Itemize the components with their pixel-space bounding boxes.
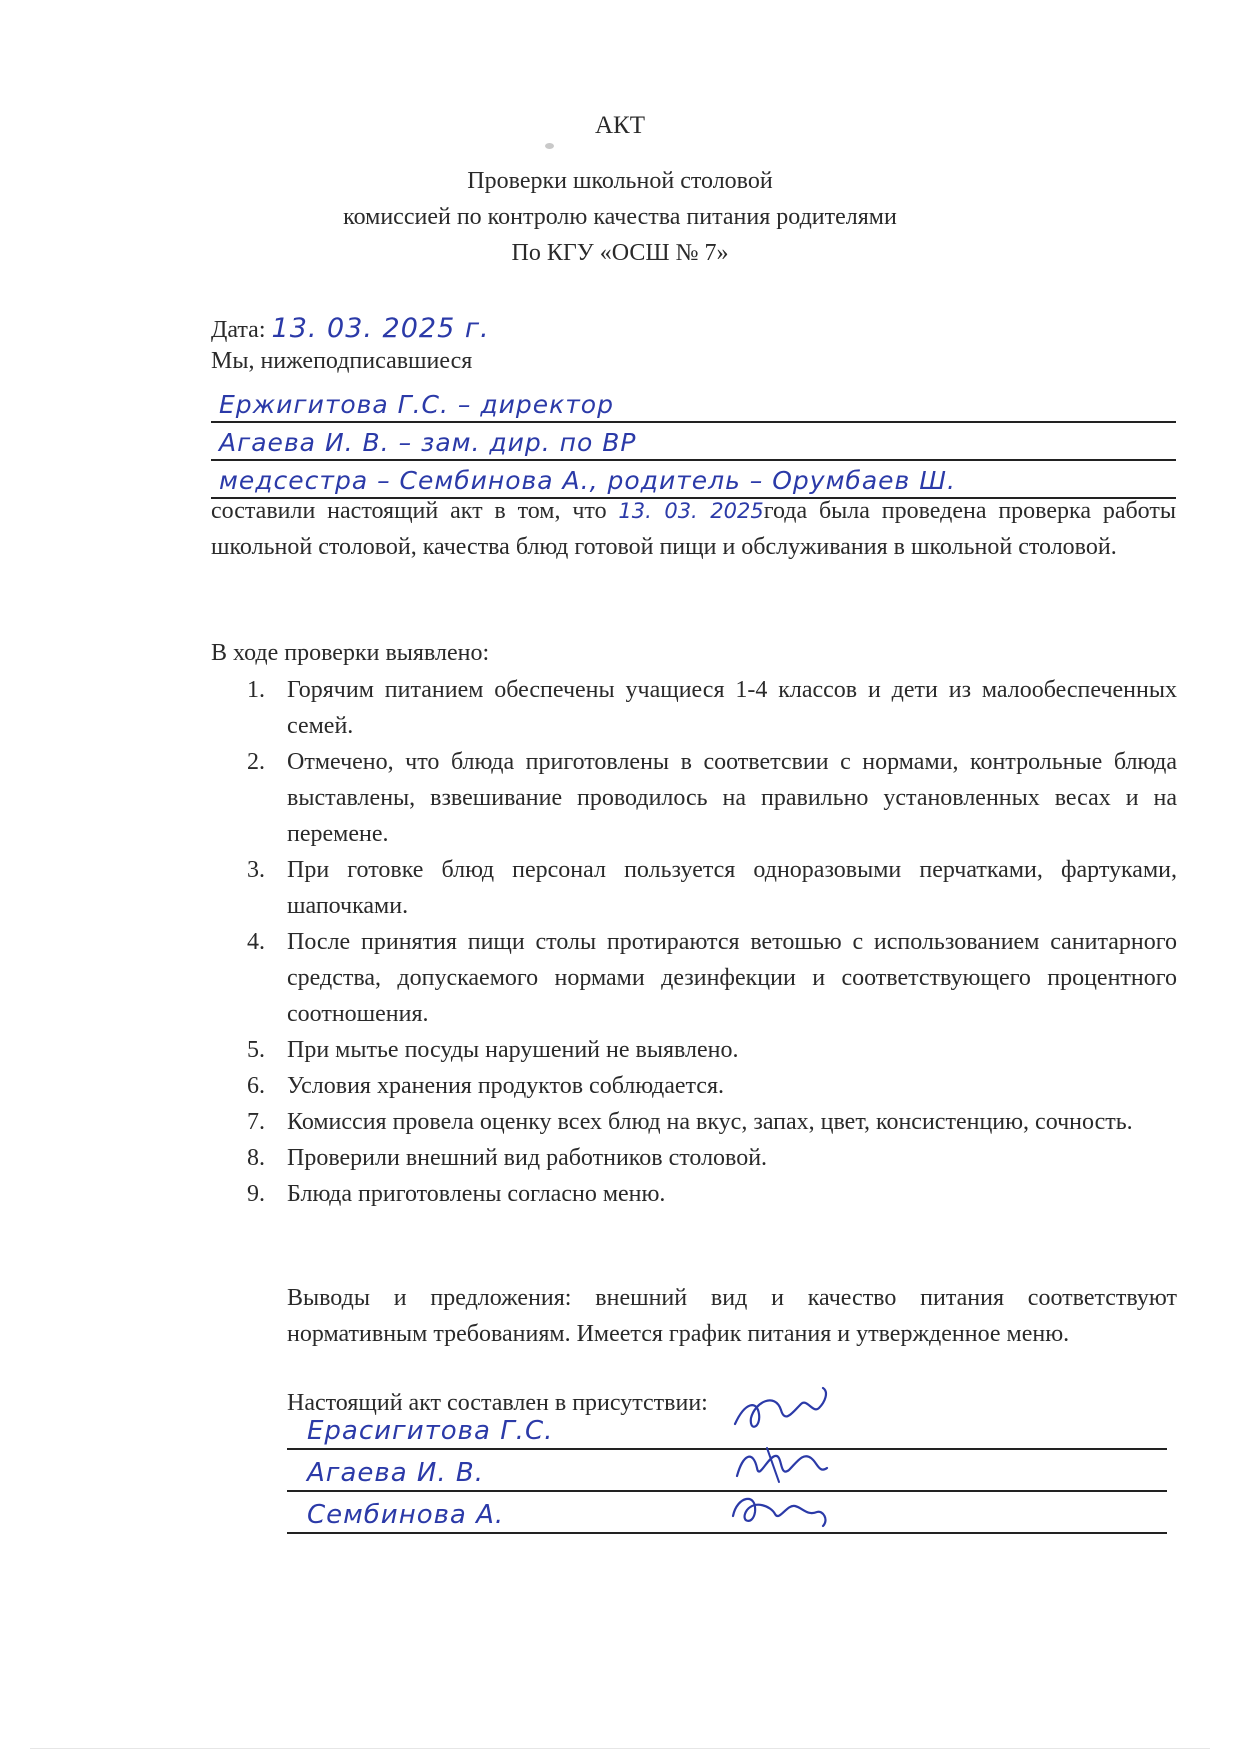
finding-item bbox=[247, 672, 1177, 744]
present-name-handwritten: Агаева И. В. bbox=[307, 1458, 484, 1488]
members-list bbox=[211, 385, 1176, 499]
finding-number: 2. bbox=[247, 749, 265, 775]
present-name-handwritten: Ерасигитова Г.С. bbox=[307, 1416, 554, 1446]
scan-edge-line bbox=[30, 1748, 1210, 1749]
finding-item bbox=[247, 744, 1177, 852]
signature-icon bbox=[727, 1384, 837, 1448]
finding-number: 8. bbox=[247, 1145, 265, 1171]
member-handwritten: Ержигитова Г.С. – директор bbox=[219, 390, 614, 419]
compose-date-handwritten: 13. 03. 2025 bbox=[618, 499, 764, 523]
finding-text: Горячим питанием обеспечены учащиеся 1-4 классов и дети из малообеспеченных семей. bbox=[287, 677, 1177, 739]
finding-item bbox=[247, 1176, 1177, 1212]
finding-item bbox=[247, 852, 1177, 924]
signature-icon bbox=[727, 1482, 837, 1532]
finding-text: Проверили внешний вид работников столовой. bbox=[287, 1145, 768, 1171]
member-handwritten: Агаева И. В. – зам. дир. по ВР bbox=[219, 428, 637, 457]
member-row bbox=[211, 385, 1176, 423]
finding-number: 5. bbox=[247, 1037, 265, 1063]
finding-number: 1. bbox=[247, 677, 265, 703]
finding-text: Отмечено, что блюда приготовлены в соответсвии с нормами, контрольные блюда выставлены, взвешивание проводилось на правильно установленных весах и на перемене. bbox=[287, 749, 1177, 847]
finding-number: 3. bbox=[247, 857, 265, 883]
finding-number: 7. bbox=[247, 1109, 265, 1135]
date-handwritten: 13. 03. 2025 г. bbox=[271, 313, 490, 344]
finding-text: Условия хранения продуктов соблюдается. bbox=[287, 1073, 724, 1099]
finding-text: При мытье посуды нарушений не выявлено. bbox=[287, 1037, 739, 1063]
compose-before: составили настоящий акт в том, что bbox=[211, 498, 607, 524]
finding-number: 9. bbox=[247, 1181, 265, 1207]
compose-after: года была проведена проверка работы школьной столовой, качества блюд готовой пищи и обслуживания в школьной столовой. bbox=[211, 498, 1176, 560]
scan-speck bbox=[545, 143, 554, 149]
presence-label: Настоящий акт составлен в присутствии: bbox=[287, 1390, 708, 1416]
finding-item bbox=[247, 1140, 1177, 1176]
finding-text: После принятия пищи столы протираются ветошью с использованием санитарного средства, допускаемого нормами дезинфекции и соответствующего процентного соотношения. bbox=[287, 929, 1177, 1027]
document-subtitle bbox=[0, 163, 1240, 271]
finding-number: 4. bbox=[247, 929, 265, 955]
finding-number: 6. bbox=[247, 1073, 265, 1099]
subtitle-line: По КГУ «ОСШ № 7» bbox=[511, 240, 729, 266]
finding-item bbox=[247, 1032, 1177, 1068]
present-name-handwritten: Сембинова А. bbox=[307, 1500, 505, 1530]
date-label: Дата: bbox=[211, 317, 266, 343]
member-handwritten: медсестра – Сембинова А., родитель – Орумбаев Ш. bbox=[219, 466, 956, 495]
date-line bbox=[211, 313, 490, 344]
findings-list bbox=[247, 672, 1177, 1212]
document-title: АКТ bbox=[595, 112, 645, 139]
undersigned-label: Мы, нижеподписавшиеся bbox=[211, 348, 473, 374]
compose-paragraph bbox=[211, 493, 1176, 565]
conclusions-paragraph: Выводы и предложения: внешний вид и качество питания соответствуют нормативным требованиям. Имеется график питания и утвержденное меню. bbox=[287, 1285, 1177, 1347]
presence-signatures bbox=[287, 1408, 1167, 1534]
finding-item bbox=[247, 1104, 1177, 1140]
presence-row bbox=[287, 1492, 1167, 1534]
finding-text: Блюда приготовлены согласно меню. bbox=[287, 1181, 666, 1207]
finding-text: При готовке блюд персонал пользуется одноразовыми перчатками, фартуками, шапочками. bbox=[287, 857, 1177, 919]
subtitle-line: комиссией по контролю качества питания родителями bbox=[343, 204, 897, 230]
finding-item bbox=[247, 1068, 1177, 1104]
subtitle-line: Проверки школьной столовой bbox=[467, 168, 773, 194]
member-row bbox=[211, 423, 1176, 461]
finding-text: Комиссия провела оценку всех блюд на вкус, запах, цвет, консистенцию, сочность. bbox=[287, 1109, 1133, 1135]
finding-item bbox=[247, 924, 1177, 1032]
findings-label: В ходе проверки выявлено: bbox=[211, 640, 490, 666]
